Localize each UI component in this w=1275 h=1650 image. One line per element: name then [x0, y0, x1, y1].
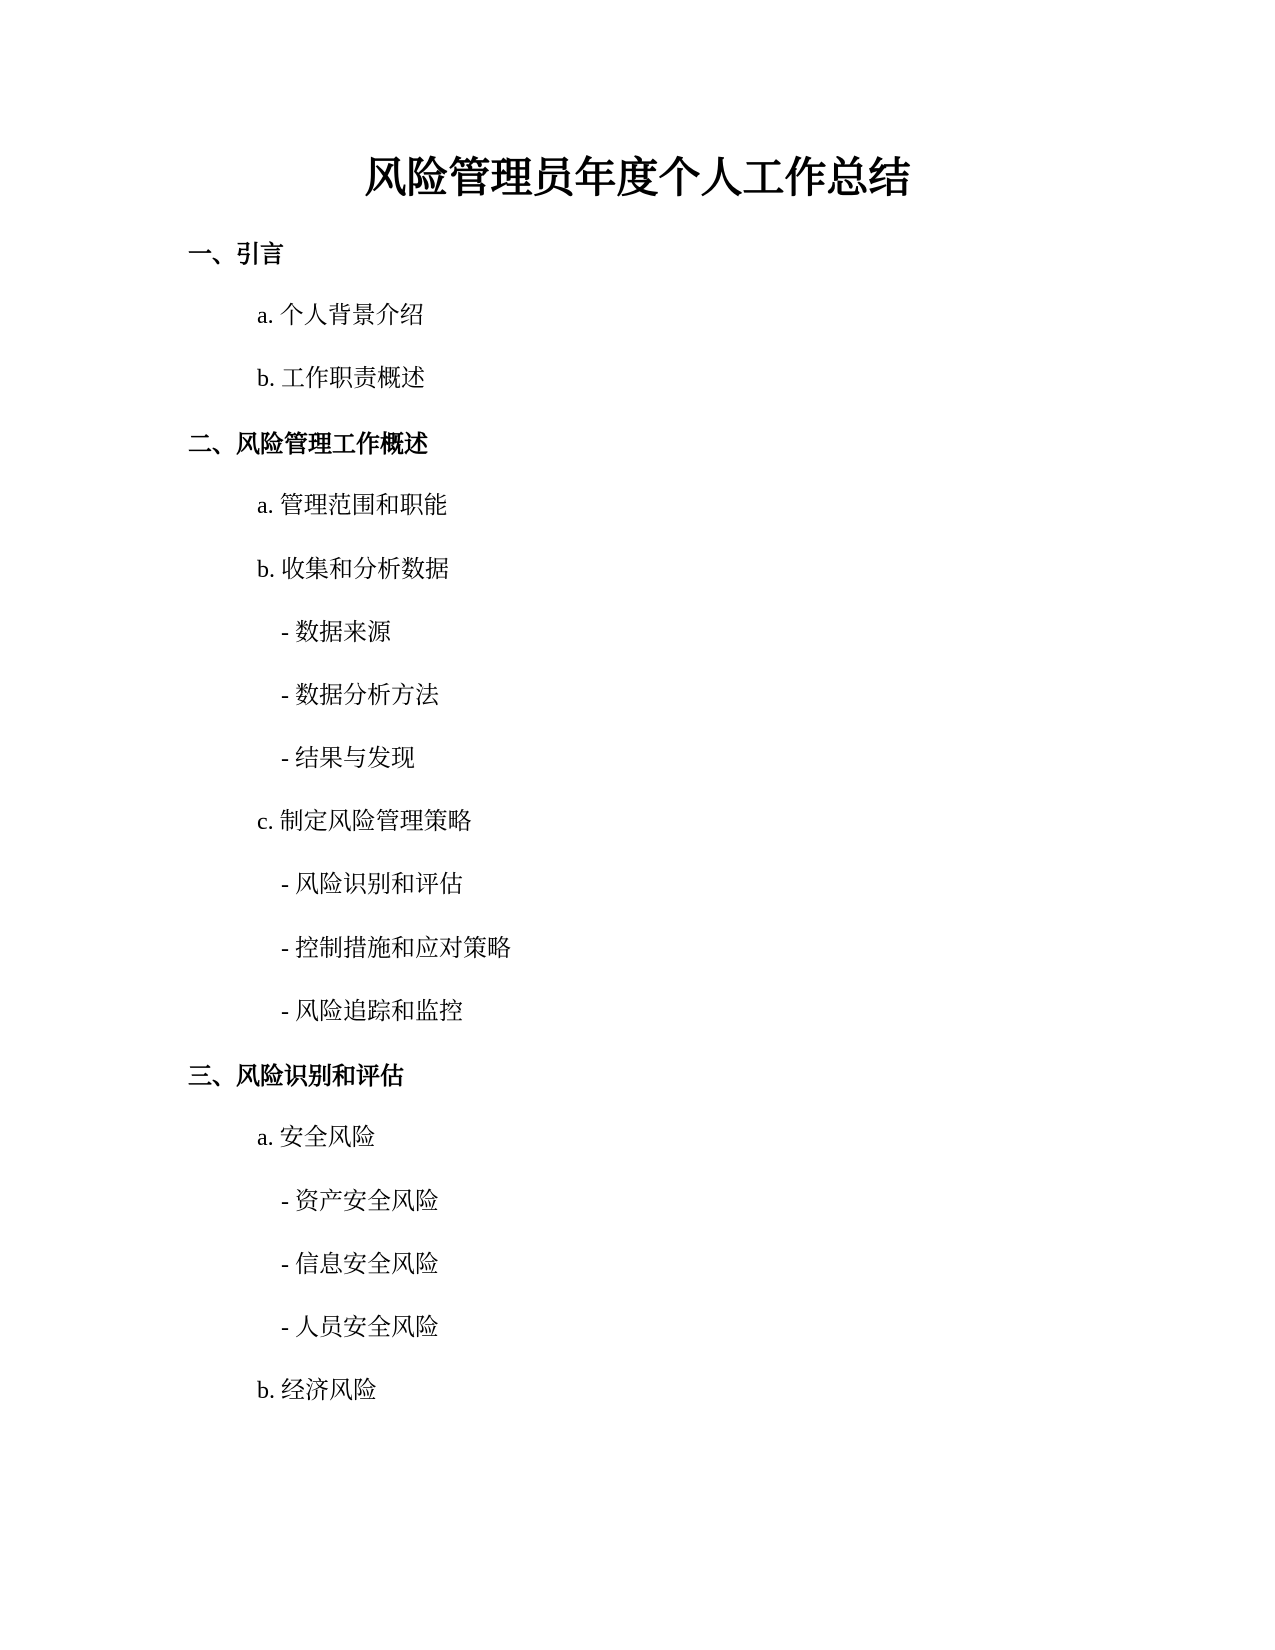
list-item: a. 个人背景介绍	[257, 303, 424, 329]
list-item: b. 经济风险	[257, 1378, 377, 1404]
section-heading-risk-identification: 三、风险识别和评估	[188, 1062, 404, 1090]
sub-list-item: - 结果与发现	[281, 746, 415, 772]
document-title: 风险管理员年度个人工作总结	[364, 153, 911, 202]
list-item: a. 安全风险	[257, 1125, 376, 1151]
list-item: a. 管理范围和职能	[257, 493, 448, 519]
sub-list-item: - 人员安全风险	[281, 1315, 439, 1341]
section-heading-risk-overview: 二、风险管理工作概述	[188, 430, 428, 458]
sub-list-item: - 数据来源	[281, 620, 391, 646]
sub-list-item: - 资产安全风险	[281, 1189, 439, 1215]
sub-list-item: - 控制措施和应对策略	[281, 936, 511, 962]
sub-list-item: - 数据分析方法	[281, 683, 439, 709]
sub-list-item: - 信息安全风险	[281, 1252, 439, 1278]
sub-list-item: - 风险追踪和监控	[281, 999, 463, 1025]
list-item: b. 收集和分析数据	[257, 557, 449, 583]
sub-list-item: - 风险识别和评估	[281, 872, 463, 898]
list-item: c. 制定风险管理策略	[257, 809, 472, 835]
section-heading-intro: 一、引言	[188, 240, 284, 268]
list-item: b. 工作职责概述	[257, 366, 425, 392]
